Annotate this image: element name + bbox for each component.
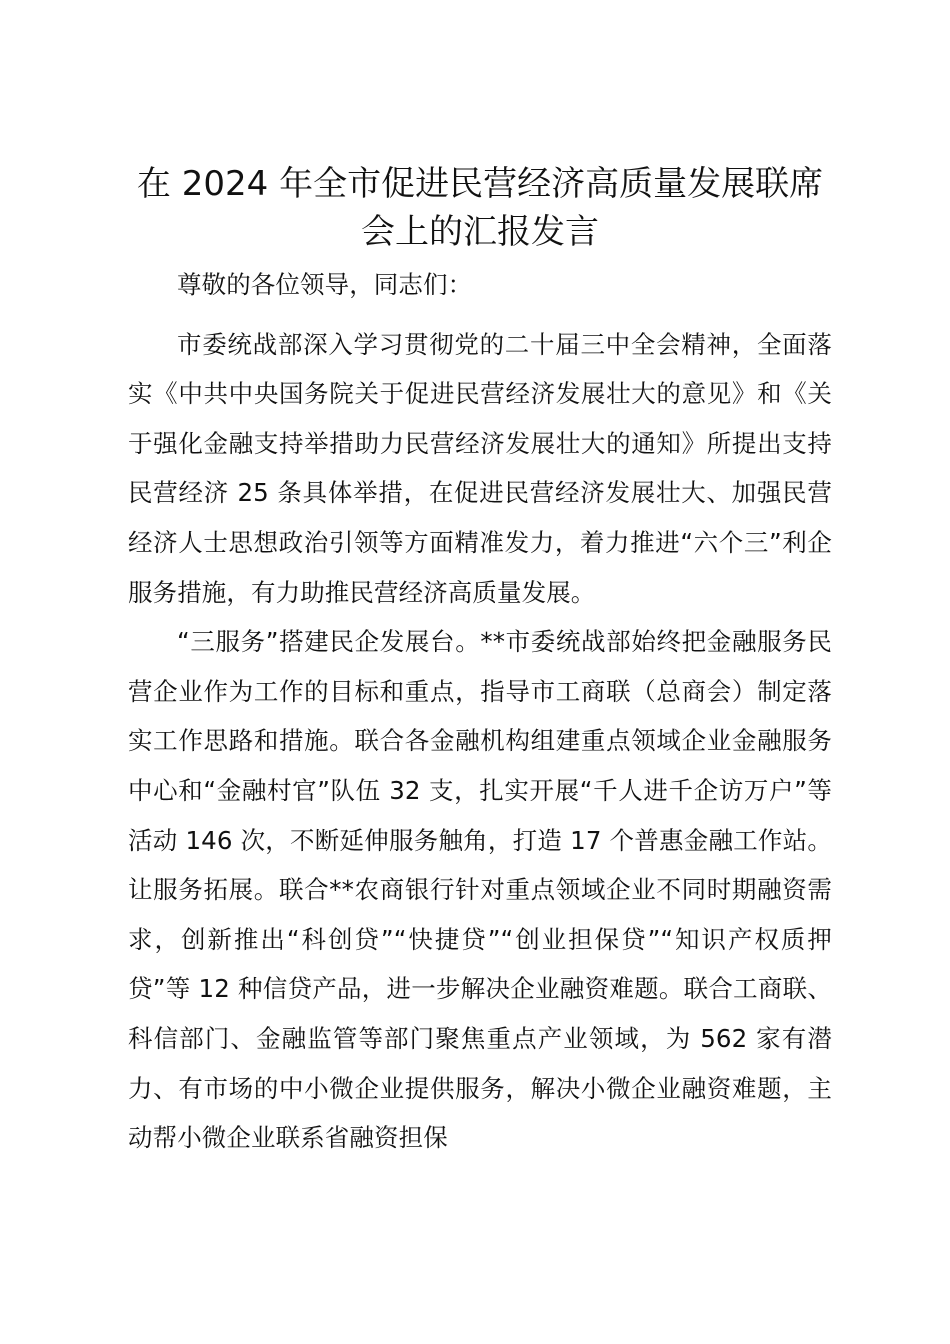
title-line-2: 会上的汇报发言 bbox=[361, 212, 599, 252]
body-paragraph-2: “三服务”搭建民企发展台。**市委统战部始终把金融服务民营企业作为工作的目标和重点，指导市工商联（总商会）制定落实工作思路和措施。联合各金融机构组建重点领域企业金融服务中心和“金融村官”队伍 32 支，扎实开展“千人进千企访万户”等活动 146 次，不断延伸服务触角，打造 17 个普惠金融工作站。让服务拓展。联合**农商银行针对重点领域企业不同时期融资需求，创新推出“科创贷”“快捷贷”“创业担保贷”“知识产权质押贷”等 12 种信贷产品，进一步解决企业融资难题。联合工商联、科信部门、金融监管等部门聚焦重点产业领域，为 562 家有潜力、有市场的中小微企业提供服务，解决小微企业融资难题，主动帮小微企业联系省融资担保 bbox=[128, 627, 832, 1153]
document-page bbox=[128, 160, 832, 1163]
title-line-1: 在 2024 年全市促进民营经济高质量发展联席 bbox=[136, 164, 824, 204]
salutation: 尊敬的各位领导，同志们： bbox=[177, 270, 473, 299]
document-title bbox=[128, 160, 832, 256]
body-paragraph-1: 市委统战部深入学习贯彻党的二十届三中全会精神，全面落实《中共中央国务院关于促进民营经济发展壮大的意见》和《关于强化金融支持举措助力民营经济发展壮大的通知》所提出支持民营经济 25 条具体举措，在促进民营经济发展壮大、加强民营经济人士思想政治引领等方面精准发力，着力推进“六个三”利企服务措施，有力助推民营经济高质量发展。 bbox=[128, 329, 832, 607]
